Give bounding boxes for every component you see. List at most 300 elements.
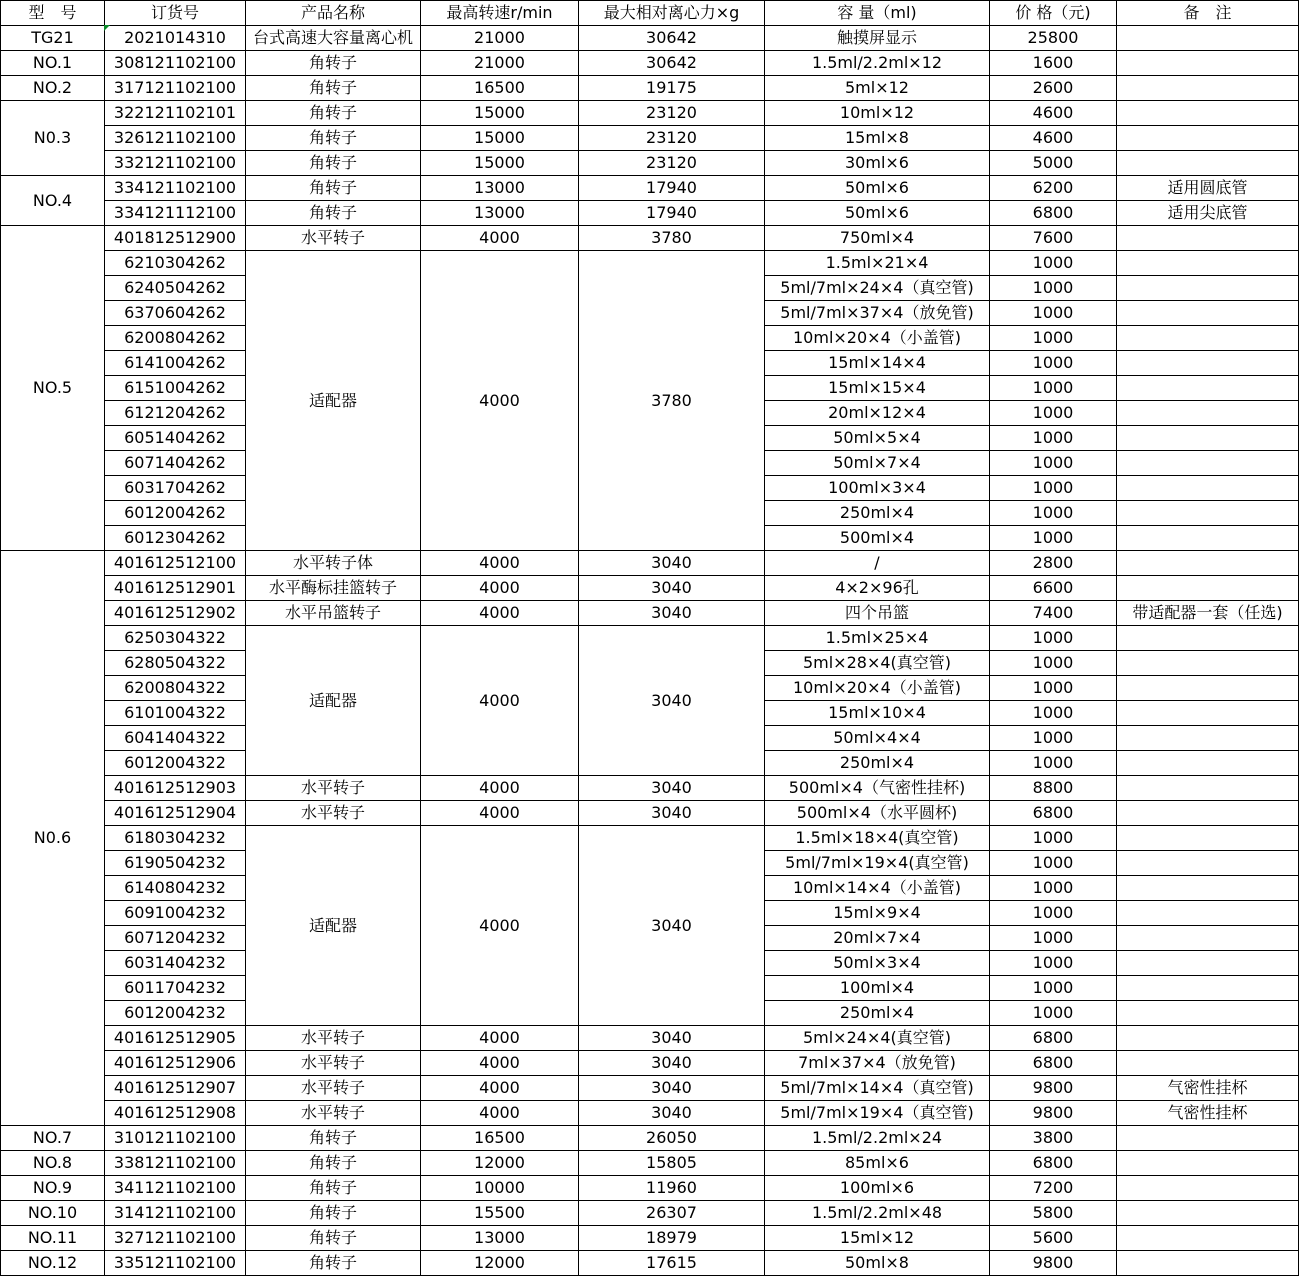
remarks-cell bbox=[1117, 701, 1299, 726]
capacity-cell: 10ml×20×4（小盖管) bbox=[765, 326, 990, 351]
table-row bbox=[1, 776, 1299, 801]
price-cell: 6600 bbox=[990, 576, 1117, 601]
capacity-cell: 15ml×8 bbox=[765, 126, 990, 151]
capacity-cell: 1.5ml×25×4 bbox=[765, 626, 990, 651]
capacity-cell: 50ml×6 bbox=[765, 201, 990, 226]
product-name-cell: 角转子 bbox=[246, 201, 421, 226]
max-rcf-cell: 3040 bbox=[579, 801, 765, 826]
max-speed-cell: 13000 bbox=[421, 176, 579, 201]
capacity-cell: 100ml×6 bbox=[765, 1176, 990, 1201]
model-cell: N0.3 bbox=[1, 101, 105, 176]
price-cell: 1000 bbox=[990, 701, 1117, 726]
remarks-cell bbox=[1117, 1026, 1299, 1051]
max-rcf-cell: 3040 bbox=[579, 1051, 765, 1076]
capacity-cell: 50ml×4×4 bbox=[765, 726, 990, 751]
model-cell: NO.7 bbox=[1, 1126, 105, 1151]
price-cell: 9800 bbox=[990, 1076, 1117, 1101]
order-number-cell: 6012004262 bbox=[105, 501, 246, 526]
order-number-cell: 6200804322 bbox=[105, 676, 246, 701]
max-speed-cell: 13000 bbox=[421, 1226, 579, 1251]
remarks-cell bbox=[1117, 476, 1299, 501]
price-cell: 9800 bbox=[990, 1101, 1117, 1126]
capacity-cell: 30ml×6 bbox=[765, 151, 990, 176]
order-number-cell: 334121112100 bbox=[105, 201, 246, 226]
table-row bbox=[1, 1076, 1299, 1101]
remarks-cell bbox=[1117, 801, 1299, 826]
max-speed-cell: 15000 bbox=[421, 126, 579, 151]
max-rcf-cell: 30642 bbox=[579, 26, 765, 51]
price-cell: 6800 bbox=[990, 801, 1117, 826]
capacity-cell: 5ml/7ml×14×4（真空管) bbox=[765, 1076, 990, 1101]
max-speed-cell: 4000 bbox=[421, 1101, 579, 1126]
table-row bbox=[1, 76, 1299, 101]
max-speed-cell: 21000 bbox=[421, 51, 579, 76]
price-cell: 6200 bbox=[990, 176, 1117, 201]
max-speed-cell: 4000 bbox=[421, 776, 579, 801]
capacity-cell: 500ml×4 bbox=[765, 526, 990, 551]
table-row bbox=[1, 51, 1299, 76]
price-cell: 1000 bbox=[990, 526, 1117, 551]
capacity-cell: 5ml×24×4(真空管) bbox=[765, 1026, 990, 1051]
capacity-cell: 5ml/7ml×19×4(真空管) bbox=[765, 851, 990, 876]
order-number-cell: 6370604262 bbox=[105, 301, 246, 326]
product-name-cell: 角转子 bbox=[246, 1176, 421, 1201]
max-rcf-cell: 23120 bbox=[579, 151, 765, 176]
order-number-cell: 401612512903 bbox=[105, 776, 246, 801]
remarks-cell bbox=[1117, 901, 1299, 926]
order-number-cell: 338121102100 bbox=[105, 1151, 246, 1176]
max-rcf-cell: 3780 bbox=[579, 226, 765, 251]
order-number-cell: 6240504262 bbox=[105, 276, 246, 301]
order-number-cell: 317121102100 bbox=[105, 76, 246, 101]
price-cell: 1000 bbox=[990, 951, 1117, 976]
remarks-cell bbox=[1117, 1001, 1299, 1026]
table-row bbox=[1, 101, 1299, 126]
capacity-cell: 50ml×8 bbox=[765, 1251, 990, 1276]
price-cell: 1000 bbox=[990, 326, 1117, 351]
price-cell: 1000 bbox=[990, 751, 1117, 776]
price-cell: 6800 bbox=[990, 1026, 1117, 1051]
remarks-cell bbox=[1117, 301, 1299, 326]
max-rcf-cell: 3040 bbox=[579, 551, 765, 576]
table-body bbox=[1, 26, 1299, 1276]
remarks-cell bbox=[1117, 526, 1299, 551]
price-cell: 25800 bbox=[990, 26, 1117, 51]
price-cell: 1600 bbox=[990, 51, 1117, 76]
order-number-cell: 322121102101 bbox=[105, 101, 246, 126]
price-cell: 1000 bbox=[990, 876, 1117, 901]
remarks-cell bbox=[1117, 851, 1299, 876]
order-number-cell: 401612512904 bbox=[105, 801, 246, 826]
capacity-cell: 1.5ml×18×4(真空管) bbox=[765, 826, 990, 851]
remarks-cell bbox=[1117, 726, 1299, 751]
remarks-cell: 适用尖底管 bbox=[1117, 201, 1299, 226]
order-number-cell: 6250304322 bbox=[105, 626, 246, 651]
model-cell: NO.5 bbox=[1, 226, 105, 551]
table-row bbox=[1, 176, 1299, 201]
max-rcf-cell: 3040 bbox=[579, 1076, 765, 1101]
order-number-cell: 401612512907 bbox=[105, 1076, 246, 1101]
price-cell: 9800 bbox=[990, 1251, 1117, 1276]
model-cell: NO.8 bbox=[1, 1151, 105, 1176]
capacity-cell: 750ml×4 bbox=[765, 226, 990, 251]
remarks-cell bbox=[1117, 1176, 1299, 1201]
capacity-cell: 1.5ml×21×4 bbox=[765, 251, 990, 276]
product-name-cell: 角转子 bbox=[246, 1126, 421, 1151]
order-number-cell: 6071404262 bbox=[105, 451, 246, 476]
order-number-cell: 6051404262 bbox=[105, 426, 246, 451]
max-speed-cell: 10000 bbox=[421, 1176, 579, 1201]
header-product-name: 产品名称 bbox=[246, 1, 421, 26]
remarks-cell bbox=[1117, 276, 1299, 301]
header-model: 型 号 bbox=[1, 1, 105, 26]
capacity-cell: 100ml×3×4 bbox=[765, 476, 990, 501]
model-cell: TG21 bbox=[1, 26, 105, 51]
order-number-cell: 334121102100 bbox=[105, 176, 246, 201]
remarks-cell bbox=[1117, 551, 1299, 576]
max-rcf-cell: 3040 bbox=[579, 776, 765, 801]
capacity-cell: 10ml×20×4（小盖管) bbox=[765, 676, 990, 701]
price-cell: 1000 bbox=[990, 676, 1117, 701]
remarks-cell bbox=[1117, 376, 1299, 401]
max-speed-cell: 4000 bbox=[421, 1051, 579, 1076]
order-number-cell: 310121102100 bbox=[105, 1126, 246, 1151]
product-name-cell: 角转子 bbox=[246, 76, 421, 101]
max-speed-cell: 21000 bbox=[421, 26, 579, 51]
capacity-cell: 四个吊篮 bbox=[765, 601, 990, 626]
max-rcf-cell: 3040 bbox=[579, 1026, 765, 1051]
product-name-cell: 角转子 bbox=[246, 151, 421, 176]
table-row bbox=[1, 801, 1299, 826]
order-number-cell: 314121102100 bbox=[105, 1201, 246, 1226]
order-number-cell: 401612512902 bbox=[105, 601, 246, 626]
remarks-cell: 气密性挂杯 bbox=[1117, 1101, 1299, 1126]
order-number-cell: 6180304232 bbox=[105, 826, 246, 851]
order-number-cell: 401812512900 bbox=[105, 226, 246, 251]
remarks-cell bbox=[1117, 26, 1299, 51]
max-rcf-cell: 30642 bbox=[579, 51, 765, 76]
order-number-cell: 401612512905 bbox=[105, 1026, 246, 1051]
price-cell: 1000 bbox=[990, 476, 1117, 501]
max-rcf-cell: 3040 bbox=[579, 626, 765, 776]
product-name-cell: 水平转子 bbox=[246, 776, 421, 801]
remarks-cell bbox=[1117, 1126, 1299, 1151]
max-speed-cell: 15000 bbox=[421, 151, 579, 176]
table-row bbox=[1, 601, 1299, 626]
order-number-cell: 6031404232 bbox=[105, 951, 246, 976]
capacity-cell: 5ml/7ml×19×4（真空管) bbox=[765, 1101, 990, 1126]
max-rcf-cell: 19175 bbox=[579, 76, 765, 101]
order-number-cell: 335121102100 bbox=[105, 1251, 246, 1276]
capacity-cell: 250ml×4 bbox=[765, 501, 990, 526]
order-number-cell: 6012004232 bbox=[105, 1001, 246, 1026]
remarks-cell: 适用圆底管 bbox=[1117, 176, 1299, 201]
order-number-cell: 308121102100 bbox=[105, 51, 246, 76]
price-cell: 1000 bbox=[990, 426, 1117, 451]
price-cell: 1000 bbox=[990, 926, 1117, 951]
product-name-cell: 水平转子 bbox=[246, 1026, 421, 1051]
price-cell: 1000 bbox=[990, 276, 1117, 301]
max-rcf-cell: 3040 bbox=[579, 826, 765, 1026]
remarks-cell bbox=[1117, 626, 1299, 651]
capacity-cell: 500ml×4（气密性挂杯) bbox=[765, 776, 990, 801]
capacity-cell: 15ml×10×4 bbox=[765, 701, 990, 726]
remarks-cell bbox=[1117, 326, 1299, 351]
model-cell: NO.12 bbox=[1, 1251, 105, 1276]
table-row bbox=[1, 1176, 1299, 1201]
remarks-cell bbox=[1117, 826, 1299, 851]
table-row bbox=[1, 201, 1299, 226]
remarks-cell bbox=[1117, 151, 1299, 176]
max-speed-cell: 4000 bbox=[421, 551, 579, 576]
price-cell: 1000 bbox=[990, 251, 1117, 276]
capacity-cell: 10ml×14×4（小盖管) bbox=[765, 876, 990, 901]
table-row bbox=[1, 551, 1299, 576]
max-rcf-cell: 26050 bbox=[579, 1126, 765, 1151]
max-speed-cell: 4000 bbox=[421, 626, 579, 776]
max-speed-cell: 4000 bbox=[421, 1076, 579, 1101]
capacity-cell: 250ml×4 bbox=[765, 751, 990, 776]
price-cell: 6800 bbox=[990, 1151, 1117, 1176]
capacity-cell: 5ml/7ml×37×4（放免管) bbox=[765, 301, 990, 326]
header-price: 价 格（元) bbox=[990, 1, 1117, 26]
max-speed-cell: 4000 bbox=[421, 601, 579, 626]
table-row bbox=[1, 1251, 1299, 1276]
order-number-cell: 401612512908 bbox=[105, 1101, 246, 1126]
product-name-cell: 水平转子 bbox=[246, 1076, 421, 1101]
capacity-cell: 4×2×96孔 bbox=[765, 576, 990, 601]
price-cell: 5000 bbox=[990, 151, 1117, 176]
product-name-cell: 角转子 bbox=[246, 126, 421, 151]
order-number-cell: 6031704262 bbox=[105, 476, 246, 501]
order-number-cell: 6091004232 bbox=[105, 901, 246, 926]
max-speed-cell: 15500 bbox=[421, 1201, 579, 1226]
remarks-cell bbox=[1117, 926, 1299, 951]
product-name-cell: 角转子 bbox=[246, 1201, 421, 1226]
remarks-cell bbox=[1117, 651, 1299, 676]
price-cell: 1000 bbox=[990, 626, 1117, 651]
capacity-cell: 50ml×7×4 bbox=[765, 451, 990, 476]
header-max-speed: 最高转速r/min bbox=[421, 1, 579, 26]
product-name-cell: 角转子 bbox=[246, 1151, 421, 1176]
capacity-cell: 100ml×4 bbox=[765, 976, 990, 1001]
remarks-cell bbox=[1117, 951, 1299, 976]
remarks-cell bbox=[1117, 1151, 1299, 1176]
capacity-cell: 15ml×9×4 bbox=[765, 901, 990, 926]
model-cell: NO.1 bbox=[1, 51, 105, 76]
product-name-cell: 水平转子 bbox=[246, 801, 421, 826]
capacity-cell: 85ml×6 bbox=[765, 1151, 990, 1176]
remarks-cell bbox=[1117, 426, 1299, 451]
price-cell: 1000 bbox=[990, 351, 1117, 376]
capacity-cell: 500ml×4（水平圆杯) bbox=[765, 801, 990, 826]
price-cell: 5800 bbox=[990, 1201, 1117, 1226]
price-cell: 6800 bbox=[990, 1051, 1117, 1076]
price-cell: 1000 bbox=[990, 1001, 1117, 1026]
product-name-cell: 水平转子 bbox=[246, 1051, 421, 1076]
price-cell: 8800 bbox=[990, 776, 1117, 801]
capacity-cell: 5ml×12 bbox=[765, 76, 990, 101]
remarks-cell bbox=[1117, 351, 1299, 376]
remarks-cell: 带适配器一套（任选) bbox=[1117, 601, 1299, 626]
product-name-cell: 水平转子体 bbox=[246, 551, 421, 576]
capacity-cell: 15ml×15×4 bbox=[765, 376, 990, 401]
header-max-rcf: 最大相对离心力×g bbox=[579, 1, 765, 26]
remarks-cell bbox=[1117, 126, 1299, 151]
max-rcf-cell: 3780 bbox=[579, 251, 765, 551]
price-cell: 3800 bbox=[990, 1126, 1117, 1151]
remarks-cell: 气密性挂杯 bbox=[1117, 1076, 1299, 1101]
max-rcf-cell: 17940 bbox=[579, 176, 765, 201]
max-speed-cell: 16500 bbox=[421, 76, 579, 101]
capacity-cell: / bbox=[765, 551, 990, 576]
capacity-cell: 15ml×12 bbox=[765, 1226, 990, 1251]
table-row bbox=[1, 1151, 1299, 1176]
price-cell: 7600 bbox=[990, 226, 1117, 251]
max-speed-cell: 4000 bbox=[421, 826, 579, 1026]
model-cell: NO.11 bbox=[1, 1226, 105, 1251]
max-rcf-cell: 18979 bbox=[579, 1226, 765, 1251]
order-number-cell: 326121102100 bbox=[105, 126, 246, 151]
price-cell: 5600 bbox=[990, 1226, 1117, 1251]
order-number-cell: 6141004262 bbox=[105, 351, 246, 376]
capacity-cell: 250ml×4 bbox=[765, 1001, 990, 1026]
product-name-cell: 角转子 bbox=[246, 51, 421, 76]
order-number-cell: 6071204232 bbox=[105, 926, 246, 951]
product-name-cell: 适配器 bbox=[246, 251, 421, 551]
capacity-cell: 50ml×6 bbox=[765, 176, 990, 201]
header-remarks: 备 注 bbox=[1117, 1, 1299, 26]
table-row bbox=[1, 626, 1299, 651]
order-number-cell: 6190504232 bbox=[105, 851, 246, 876]
order-number-cell: 6280504322 bbox=[105, 651, 246, 676]
order-number-cell: 6012004322 bbox=[105, 751, 246, 776]
product-name-cell: 适配器 bbox=[246, 626, 421, 776]
order-number-cell: 6012304262 bbox=[105, 526, 246, 551]
product-name-cell: 角转子 bbox=[246, 1226, 421, 1251]
order-number-cell: 401612512906 bbox=[105, 1051, 246, 1076]
max-rcf-cell: 11960 bbox=[579, 1176, 765, 1201]
product-name-cell: 角转子 bbox=[246, 1251, 421, 1276]
capacity-cell: 15ml×14×4 bbox=[765, 351, 990, 376]
capacity-cell: 50ml×5×4 bbox=[765, 426, 990, 451]
remarks-cell bbox=[1117, 776, 1299, 801]
max-rcf-cell: 3040 bbox=[579, 576, 765, 601]
product-name-cell: 角转子 bbox=[246, 101, 421, 126]
remarks-cell bbox=[1117, 501, 1299, 526]
capacity-cell: 5ml/7ml×24×4（真空管) bbox=[765, 276, 990, 301]
order-number-cell: 401612512901 bbox=[105, 576, 246, 601]
product-name-cell: 适配器 bbox=[246, 826, 421, 1026]
max-speed-cell: 13000 bbox=[421, 201, 579, 226]
product-name-cell: 水平转子 bbox=[246, 226, 421, 251]
capacity-cell: 20ml×7×4 bbox=[765, 926, 990, 951]
remarks-cell bbox=[1117, 251, 1299, 276]
price-cell: 7200 bbox=[990, 1176, 1117, 1201]
order-number-cell: 6121204262 bbox=[105, 401, 246, 426]
remarks-cell bbox=[1117, 751, 1299, 776]
max-speed-cell: 15000 bbox=[421, 101, 579, 126]
product-name-cell: 水平酶标挂篮转子 bbox=[246, 576, 421, 601]
table-row bbox=[1, 1026, 1299, 1051]
remarks-cell bbox=[1117, 576, 1299, 601]
table-row bbox=[1, 1126, 1299, 1151]
table-row bbox=[1, 251, 1299, 276]
max-rcf-cell: 23120 bbox=[579, 101, 765, 126]
price-cell: 2600 bbox=[990, 76, 1117, 101]
price-cell: 2800 bbox=[990, 551, 1117, 576]
capacity-cell: 1.5ml/2.2ml×48 bbox=[765, 1201, 990, 1226]
remarks-cell bbox=[1117, 976, 1299, 1001]
capacity-cell: 1.5ml/2.2ml×12 bbox=[765, 51, 990, 76]
remarks-cell bbox=[1117, 676, 1299, 701]
price-cell: 1000 bbox=[990, 901, 1117, 926]
model-cell: N0.6 bbox=[1, 551, 105, 1126]
order-number-cell: 6011704232 bbox=[105, 976, 246, 1001]
remarks-cell bbox=[1117, 226, 1299, 251]
remarks-cell bbox=[1117, 101, 1299, 126]
max-speed-cell: 12000 bbox=[421, 1151, 579, 1176]
table-row bbox=[1, 576, 1299, 601]
price-cell: 1000 bbox=[990, 501, 1117, 526]
order-number-cell: 401612512100 bbox=[105, 551, 246, 576]
product-name-cell: 水平转子 bbox=[246, 1101, 421, 1126]
capacity-cell: 7ml×37×4（放免管) bbox=[765, 1051, 990, 1076]
table-row bbox=[1, 1101, 1299, 1126]
max-speed-cell: 4000 bbox=[421, 801, 579, 826]
header-capacity: 容 量（ml) bbox=[765, 1, 990, 26]
table-row bbox=[1, 1201, 1299, 1226]
order-number-cell: 6200804262 bbox=[105, 326, 246, 351]
price-cell: 1000 bbox=[990, 976, 1117, 1001]
max-rcf-cell: 17615 bbox=[579, 1251, 765, 1276]
remarks-cell bbox=[1117, 76, 1299, 101]
model-cell: NO.9 bbox=[1, 1176, 105, 1201]
remarks-cell bbox=[1117, 1201, 1299, 1226]
price-cell: 7400 bbox=[990, 601, 1117, 626]
order-number-cell: 6041404322 bbox=[105, 726, 246, 751]
max-rcf-cell: 3040 bbox=[579, 601, 765, 626]
remarks-cell bbox=[1117, 451, 1299, 476]
price-cell: 1000 bbox=[990, 651, 1117, 676]
remarks-cell bbox=[1117, 1251, 1299, 1276]
max-rcf-cell: 17940 bbox=[579, 201, 765, 226]
remarks-cell bbox=[1117, 876, 1299, 901]
price-cell: 1000 bbox=[990, 851, 1117, 876]
capacity-cell: 5ml×28×4(真空管) bbox=[765, 651, 990, 676]
model-cell: NO.2 bbox=[1, 76, 105, 101]
header-row bbox=[1, 1, 1299, 26]
order-number-cell: 2021014310 bbox=[105, 26, 246, 51]
max-speed-cell: 4000 bbox=[421, 226, 579, 251]
table-row bbox=[1, 1226, 1299, 1251]
price-cell: 1000 bbox=[990, 826, 1117, 851]
price-cell: 4600 bbox=[990, 126, 1117, 151]
price-cell: 6800 bbox=[990, 201, 1117, 226]
product-name-cell: 角转子 bbox=[246, 176, 421, 201]
max-speed-cell: 4000 bbox=[421, 251, 579, 551]
max-rcf-cell: 3040 bbox=[579, 1101, 765, 1126]
max-speed-cell: 4000 bbox=[421, 1026, 579, 1051]
model-cell: NO.4 bbox=[1, 176, 105, 226]
max-rcf-cell: 26307 bbox=[579, 1201, 765, 1226]
max-speed-cell: 12000 bbox=[421, 1251, 579, 1276]
order-number-cell: 6210304262 bbox=[105, 251, 246, 276]
max-rcf-cell: 15805 bbox=[579, 1151, 765, 1176]
price-cell: 4600 bbox=[990, 101, 1117, 126]
price-cell: 1000 bbox=[990, 726, 1117, 751]
header-order-number: 订货号 bbox=[105, 1, 246, 26]
